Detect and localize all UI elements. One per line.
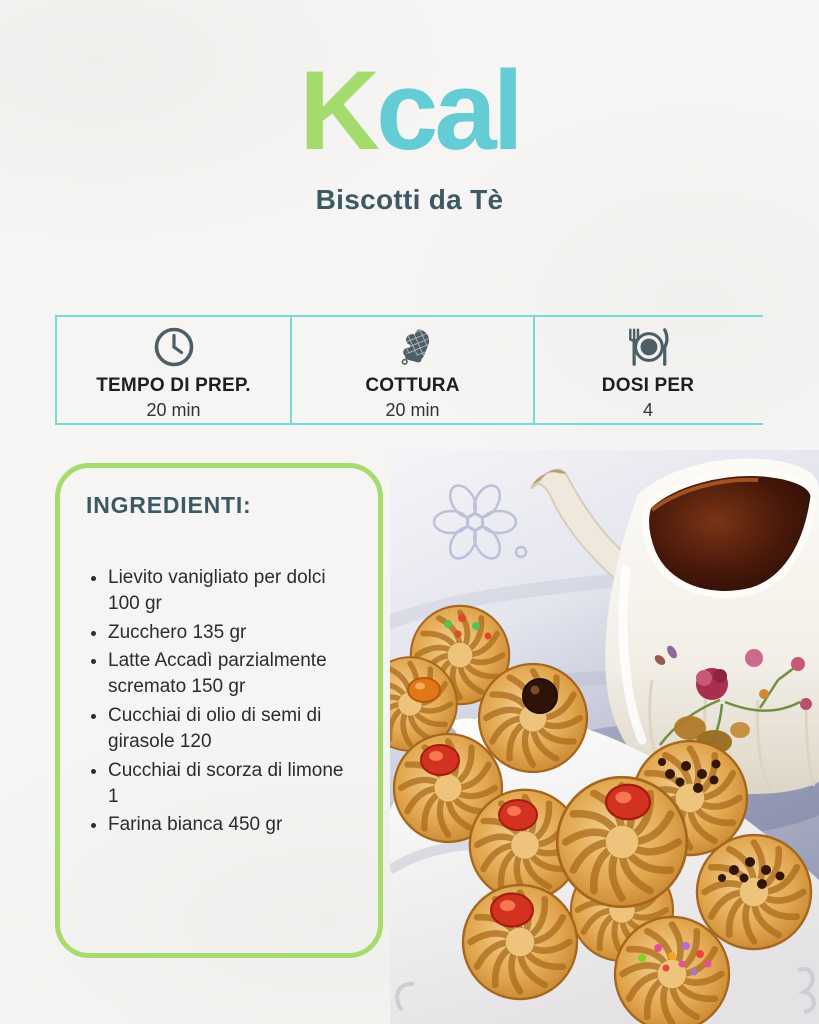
logo-part-k: K	[299, 48, 377, 173]
ingredients-list	[86, 565, 360, 838]
info-col-servings	[533, 317, 761, 423]
ingredient-item: • Lievito vanigliato per dolci 100 gr	[108, 565, 353, 617]
ingredient-item: • Cucchiai di scorza di limone 1	[108, 758, 353, 810]
ingredient-item: • Zucchero 135 gr	[108, 620, 353, 646]
ingredient-item: • Farina bianca 450 gr	[108, 812, 353, 838]
clock-icon	[152, 324, 196, 370]
cook-time-value: 20 min	[385, 399, 440, 420]
prep-time-label: TEMPO DI PREP.	[96, 374, 251, 396]
prep-time-value: 20 min	[146, 399, 201, 420]
logo	[0, 48, 819, 173]
info-bar	[55, 315, 763, 425]
chocolate-cherry	[523, 679, 557, 713]
servings-label: DOSI PER	[601, 374, 695, 396]
logo-part-cal: cal	[376, 48, 520, 173]
recipe-title: Biscotti da Tè	[315, 184, 504, 215]
ingredients-heading: INGREDIENTI:	[86, 492, 252, 518]
cook-time-label: COTTURA	[365, 374, 460, 396]
plate-cutlery-icon	[623, 324, 673, 370]
info-col-cook-time	[290, 317, 533, 423]
ingredients-card	[55, 463, 383, 958]
oven-mitt-icon	[392, 324, 434, 370]
info-col-prep-time	[55, 317, 290, 423]
recipe-photo	[390, 450, 819, 1024]
ingredient-item: • Cucchiai di olio di semi di girasole 120	[108, 703, 353, 755]
servings-value: 4	[642, 399, 653, 420]
ingredient-item: • Latte Accadì parzialmente scremato 150 gr	[108, 648, 353, 700]
